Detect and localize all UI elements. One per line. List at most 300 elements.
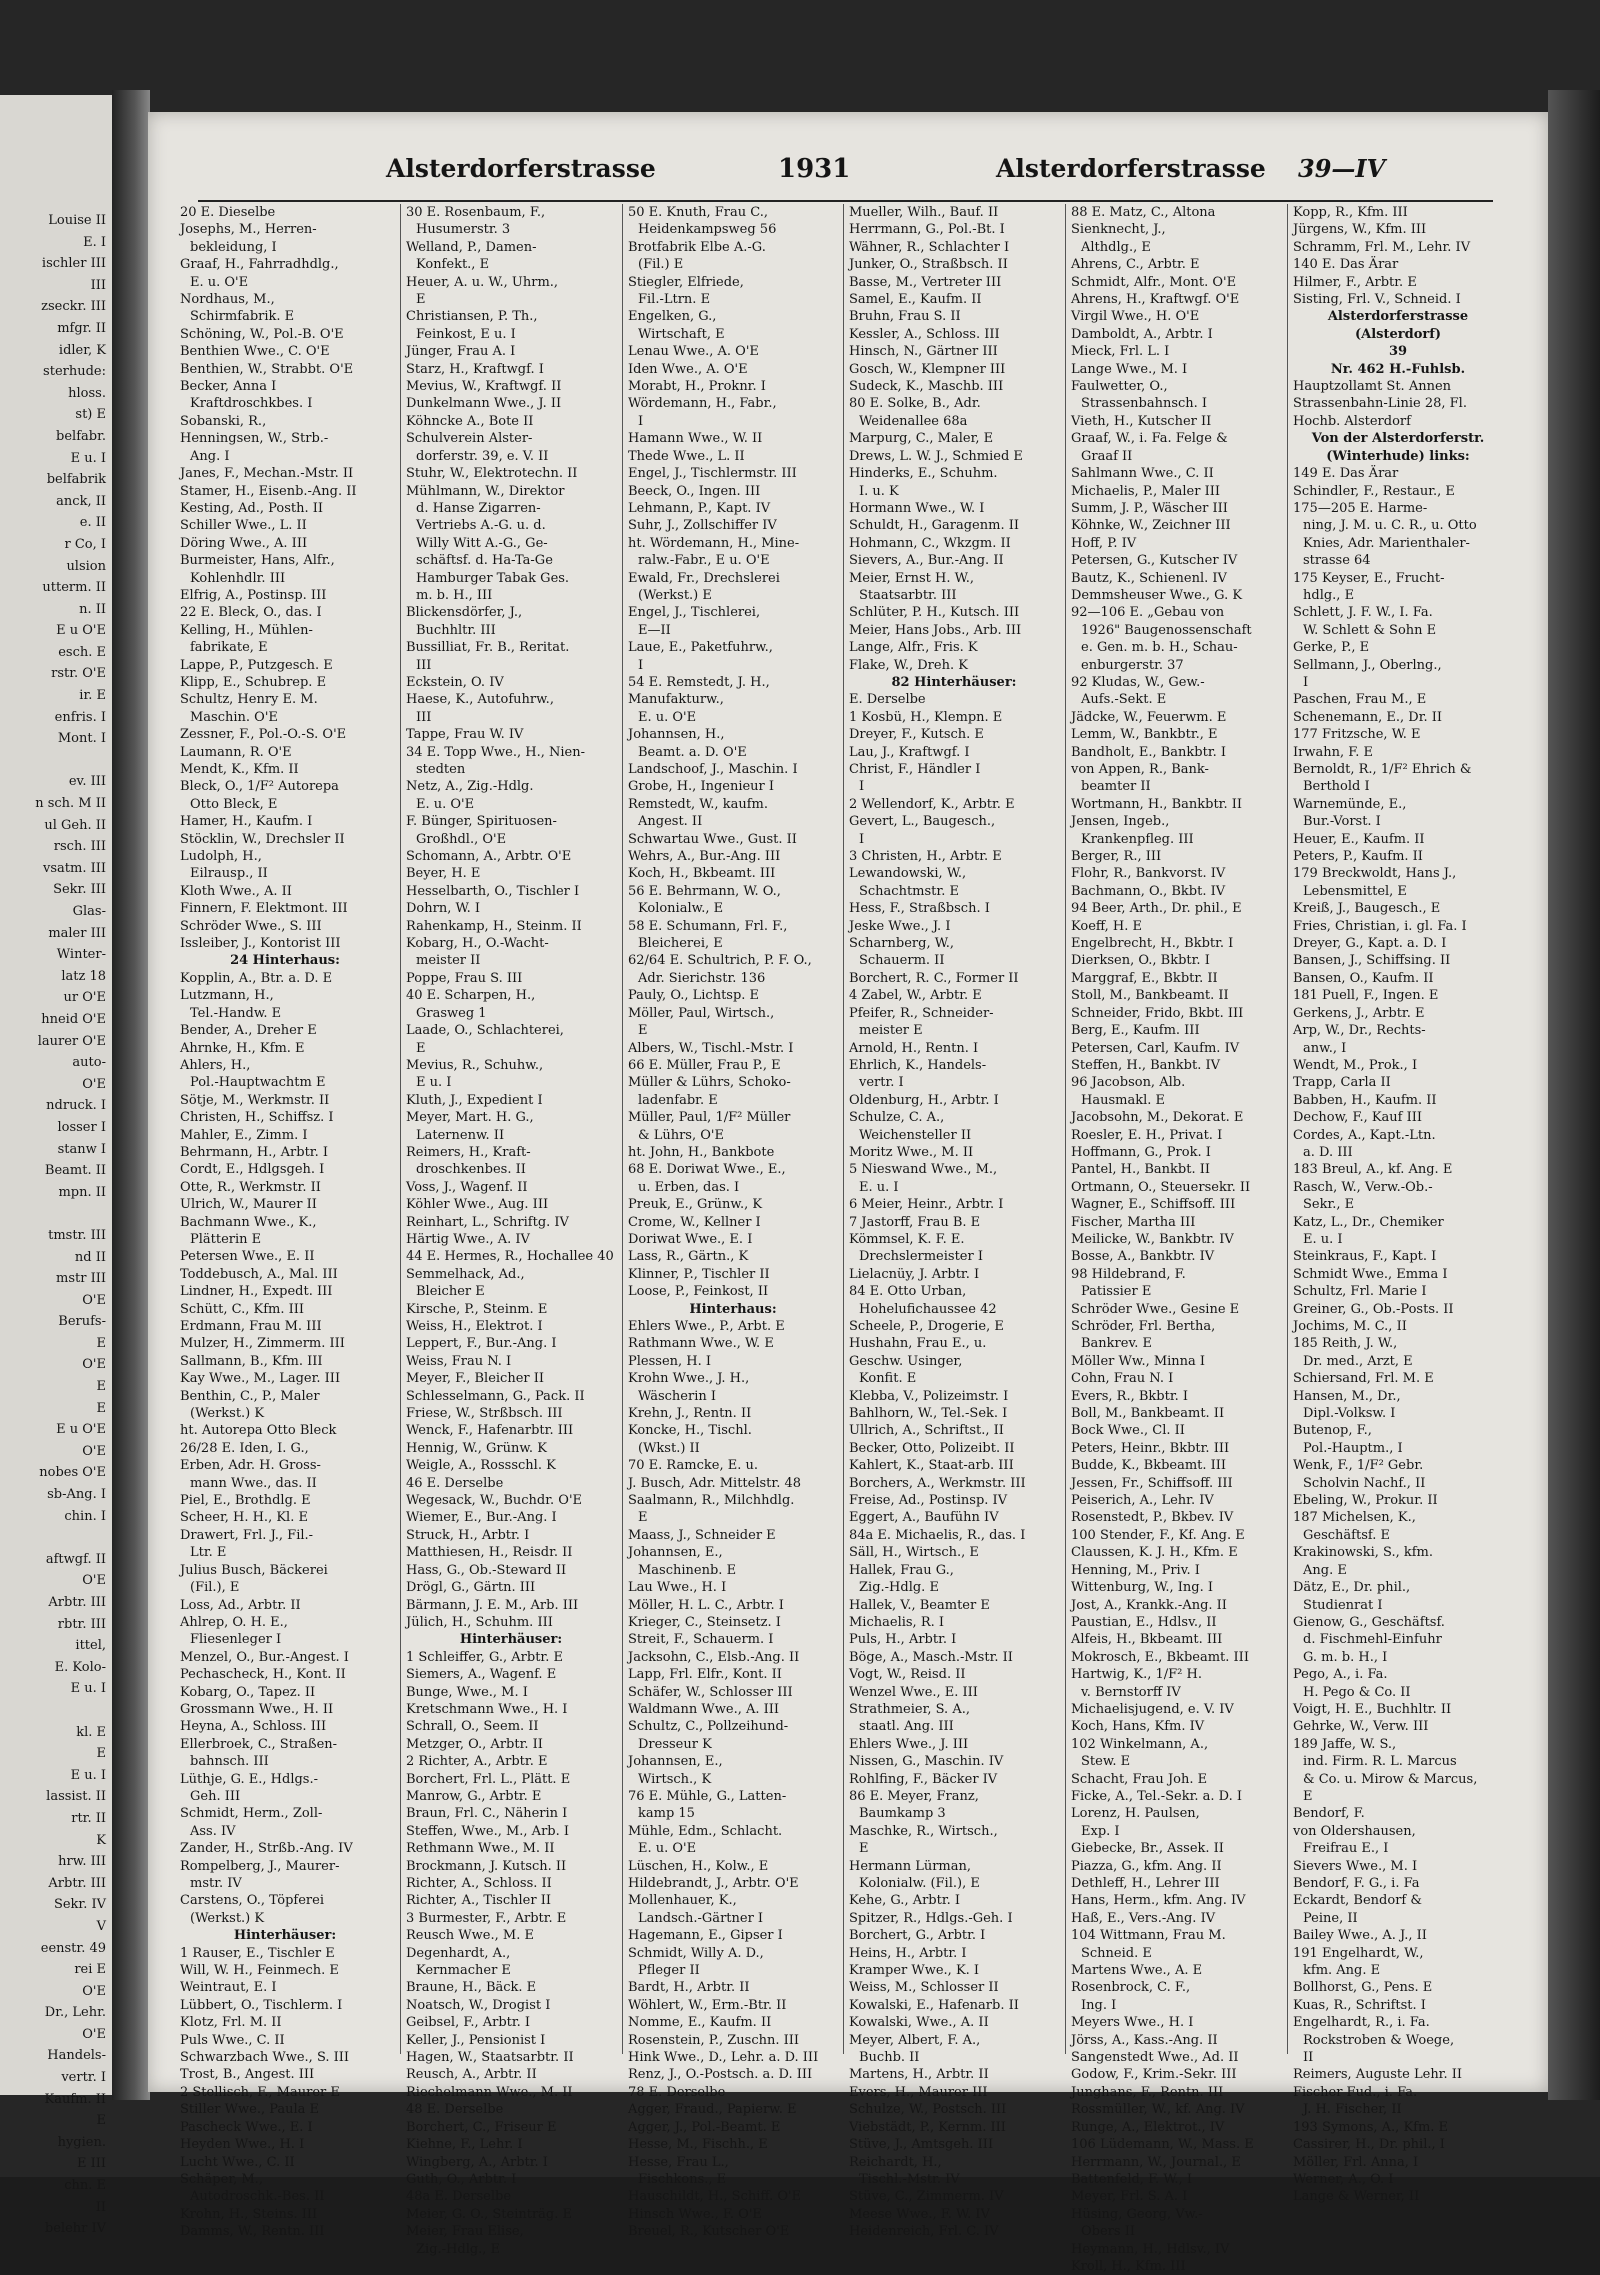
directory-entry: Weigle, A., Rossschl. K [406,1458,556,1474]
directory-entry: Eckstein, O. IV [406,674,504,690]
directory-entry: Schiersand, Frl. M. E [1293,1371,1434,1387]
directory-entry: Bautz, K., Schienenl. IV [1071,570,1227,586]
directory-entry: 104 Wittmann, Frau M. [1071,1928,1226,1944]
directory-entry: Hamburger Tabak Ges. [416,570,570,586]
directory-entry: Marggraf, E., Bkbtr. II [1071,970,1218,986]
directory-entry: Hoff, P. IV [1071,535,1137,551]
directory-entry: 179 Breckwoldt, Hans J., [1293,866,1457,882]
directory-entry: Janes, F., Mechan.-Mstr. II [180,466,354,482]
left-page-fragment: mfgr. II [57,320,106,336]
left-page-fragment: O'E [82,1573,106,1589]
directory-entry: Lebensmittel, E [1303,883,1407,899]
directory-entry: Summ, J. P., Wäscher III [1071,500,1228,516]
directory-entry: Heymann, H., Hdlsv., IV [1071,2241,1230,2257]
directory-entry: 181 Puell, F., Ingen. E [1293,988,1439,1004]
directory-entry: Haese, K., Autofuhrw., [406,692,554,708]
directory-entry: Zessner, F., Pol.-O.-S. O'E [180,727,347,743]
left-page-fragment: E [96,2113,106,2129]
directory-entry: Möller, Frl. Anna, I [1293,2154,1419,2170]
left-page-fragment: esch. E [58,644,106,660]
left-page-fragment: mpn. II [58,1184,106,1200]
directory-entry: Voigt, H. E., Buchhltr. II [1293,1701,1452,1717]
directory-entry: Schütt, C., Kfm. III [180,1301,305,1317]
directory-entry: Benthien Wwe., C. O'E [180,344,330,360]
left-page-fragment: chin. I [64,1508,106,1524]
directory-entry: Herrmann, G., Pol.-Bt. I [849,222,1005,238]
directory-entry: Peine, II [1303,1910,1358,1926]
directory-entry: E. u. O'E [416,796,475,812]
directory-entry: Meyer, Frl. S. A. I [1071,2189,1188,2205]
directory-entry: Otto Bleck, E [190,796,278,812]
directory-entry: Stuhr, W., Elektrotechn. II [406,466,578,482]
directory-entry: Roesler, E. H., Privat. I [1071,1127,1223,1143]
directory-entry: Bendorf, F. [1293,1806,1365,1822]
directory-entry: I [859,831,865,847]
directory-entry: Exp. I [1081,1823,1120,1839]
directory-entry: Meese Wwe., F. W. IV [849,2206,990,2222]
directory-entry: Gienow, G., Geschäftsf. [1293,1614,1445,1630]
directory-entry: Meilicke, W., Bankbtr. IV [1071,1231,1234,1247]
directory-entry: (Werkst.) K [190,1910,265,1926]
left-page-fragment: Berufs- [58,1314,106,1330]
directory-entry: Zander, H., Strßb.-Ang. IV [180,1841,353,1857]
directory-entry: Mollenhauer, K., [628,1893,737,1909]
directory-entry: 88 E. Matz, C., Altona [1071,205,1216,220]
directory-entry: Ulrich, W., Maurer II [180,1197,317,1213]
directory-entry: 177 Fritzsche, W. E [1293,727,1421,743]
directory-entry: Demmsheuser Wwe., G. K [1071,587,1243,603]
directory-entry: Bur.-Vorst. I [1303,814,1381,830]
directory-entry: Beeck, O., Ingen. III [628,483,761,499]
left-page-fragment: Dr., Lehr. [44,2005,106,2021]
directory-entry: Sangenstedt Wwe., Ad. II [1071,2050,1239,2066]
directory-entry: Stoll, M., Bankbeamt. II [1071,988,1229,1004]
directory-entry: Samel, E., Kaufm. II [849,292,982,308]
directory-entry: Stüve, C., Zimmerm. IV [849,2189,1004,2205]
directory-entry: Zig.-Hdlg. E [859,1580,939,1596]
directory-entry: Meier, Frau Elise, [406,2224,524,2240]
directory-entry: Heuer, E., Kaufm. II [1293,831,1425,847]
directory-entry: Klebba, V., Polizeimstr. I [849,1388,1009,1404]
directory-entry: Agger, J., Pol.-Beamt. E [628,2119,781,2135]
directory-entry: Ahrnke, H., Kfm. E [180,1040,305,1056]
directory-entry: W. Schlett & Sohn E [1303,622,1437,638]
directory-entry: Wehrs, A., Bur.-Ang. III [628,849,781,865]
directory-entry: Rockstroben & Woege, [1303,2032,1455,2048]
directory-entry: Hilmer, F., Arbtr. E [1293,274,1417,290]
directory-entry: Heuer, A. u. W., Uhrm., [406,274,559,290]
directory-entry: Sahlmann Wwe., C. II [1071,466,1214,482]
directory-entry: Meyer, Mart. H. G., [406,1110,534,1126]
directory-entry: Hink Wwe., D., Lehr. a. D. III [628,2050,819,2066]
directory-entry: Mueller, Wilh., Bauf. II [849,205,999,220]
directory-entry: 102 Winkelmann, A., [1071,1736,1209,1752]
directory-entry: Weiss, H., Elektrot. I [406,1319,543,1334]
directory-entry: Willy Witt A.-G., Ge- [416,535,548,551]
directory-entry: Scholvin Nachf., II [1303,1475,1426,1491]
directory-entry: E [416,292,426,308]
directory-entry: (Werkst.) E [638,587,712,603]
directory-entry: Piazza, G., kfm. Ang. II [1071,1858,1222,1874]
directory-entry: Heyna, A., Schloss. III [180,1719,327,1735]
directory-entry: 2 Stellisch, F., Maurer E [180,2084,340,2100]
directory-entry: Tappe, Frau W. IV [406,727,524,743]
directory-entry: Bollhorst, G., Pens. E [1293,1980,1433,1996]
directory-entry: Scheer, H. H., Kl. E [180,1510,308,1526]
directory-entry: Paustian, E., Hdlsv., II [1071,1614,1217,1630]
directory-entry: Schenemann, E., Dr. II [1293,709,1443,725]
directory-entry: Bleicher E [416,1284,485,1300]
directory-entry: Peters, P., Kaufm. II [1293,849,1423,865]
directory-entry: 86 E. Meyer, Franz, [849,1788,979,1804]
directory-entry: Mahler, E., Zimm. I [180,1127,308,1143]
directory-entry: Drawert, Frl. J., Fil.- [180,1527,314,1543]
directory-entry: Adr. Sierichstr. 136 [638,970,766,986]
directory-entry: Tischl.-Mstr. IV [859,2171,960,2187]
left-page-fragment: Glas- [72,904,106,919]
directory-entry: Schultz, C., Pollzeihund- [628,1719,789,1735]
directory-entry: Reinhart, L., Schriftg. IV [406,1214,569,1230]
section-heading: (Alsterdorf) [1355,326,1441,342]
directory-entry: Poppe, Frau S. III [406,970,523,986]
left-page-fragment: rbtr. III [57,1616,106,1632]
column-3 [628,204,838,2240]
directory-entry: Guth, O., Arbtr. I [406,2171,517,2187]
directory-entry: Borchert, Frl. L., Plätt. E [406,1771,571,1787]
left-page-fragment: maler III [48,925,106,941]
directory-entry: Rahenkamp, H., Steinm. II [406,918,582,934]
directory-entry: Degenhardt, A., [406,1945,511,1961]
directory-entry: Crome, W., Kellner I [628,1214,761,1230]
directory-entry: Pego, A., i. Fa. [1293,1667,1388,1683]
directory-entry: Köhler Wwe., Aug. III [406,1197,549,1213]
directory-entry: Steffen, H., Bankbt. IV [1071,1057,1221,1073]
directory-entry: Mevius, W., Kraftwgf. II [406,379,562,395]
directory-entry: 46 E. Derselbe [406,1475,504,1491]
left-page-fragment: auto- [72,1055,106,1071]
directory-entry: Köhncke A., Bote II [406,413,534,429]
directory-entry: Schlett, J. F. W., I. Fa. [1293,605,1433,621]
directory-entry: Landschoof, J., Maschin. I [628,762,798,777]
directory-entry: Baumkamp 3 [859,1806,946,1822]
left-page-fragment: chn. E [64,2178,106,2194]
directory-entry: Kay Wwe., M., Lager. III [180,1371,341,1387]
directory-entry: 92 Kludas, W., Gew.- [1071,674,1205,690]
directory-entry: Arnold, H., Rentn. I [849,1040,979,1056]
directory-entry: fabrikate, E [190,640,268,656]
directory-entry: I [1303,674,1309,690]
directory-entry: Bleicherei, E [638,936,723,952]
directory-entry: Buchb. II [859,2050,920,2066]
directory-entry: Godow, F., Krim.-Sekr. III [1071,2067,1237,2083]
directory-entry: Koch, Hans, Kfm. IV [1071,1719,1205,1735]
directory-entry: Streit, F., Schauerm. I [628,1632,774,1648]
directory-entry: Ludolph, H., [180,849,262,865]
left-page-fragment: hneid O'E [41,1011,106,1027]
directory-entry: E. Derselbe [849,692,926,708]
directory-entry: Leppert, F., Bur.-Ang. I [406,1336,557,1352]
directory-entry: Vogt, W., Reisd. II [849,1667,966,1683]
directory-entry: Bunge, Wwe., M. I [406,1684,528,1700]
directory-entry: 1 Rauser, E., Tischler E [180,1945,335,1961]
directory-entry: Drechslermeister I [859,1249,983,1265]
directory-entry: Braune, H., Bäck. E [406,1980,537,1996]
directory-entry: Wagner, E., Schiffsoff. III [1071,1197,1236,1213]
directory-entry: Berthold I [1303,779,1370,795]
directory-entry: Paschen, Frau M., E [1293,692,1427,708]
directory-entry: Matthiesen, H., Reisdr. II [406,1545,573,1561]
directory-entry: Will, W. H., Feinmech. E [180,1963,339,1979]
directory-entry: Peters, Heinr., Bkbtr. III [1071,1440,1230,1456]
directory-entry: Ing. I [1081,1997,1117,2013]
directory-entry: Kohlenhdlr. III [190,570,286,586]
left-page-fragment: latz 18 [61,968,106,984]
directory-entry: Kobarg, H., O.-Wacht- [406,936,549,952]
directory-entry: Wendt, M., Prok., I [1293,1057,1418,1073]
directory-entry: Metzger, O., Arbtr. II [406,1736,543,1752]
directory-entry: Josephs, M., Herren- [180,222,317,238]
directory-entry: Finnern, F. Elektmont. III [180,901,348,917]
directory-entry: Kolonialw., E [638,901,724,917]
directory-entry: I [638,413,644,429]
directory-entry: Lübbert, O., Tischlerm. I [180,1997,343,2013]
directory-entry: Maass, J., Schneider E [628,1527,776,1543]
directory-entry: Wittenburg, W., Ing. I [1071,1580,1214,1596]
directory-entry: Battenfeld, F. W., I [1071,2171,1192,2187]
directory-entry: Lau Wwe., H. I [628,1580,727,1596]
directory-entry: Weiss, M., Schlosser II [849,1980,999,1996]
directory-entry: Schäper, M., [180,2171,263,2187]
left-page-fragment: III [90,277,106,293]
directory-entry: mann Wwe., das. II [190,1475,317,1491]
directory-entry: Lapp, Frl. Elfr., Kont. II [628,1667,782,1683]
directory-entry: Säll, H., Wirtsch., E [849,1545,979,1561]
directory-entry: Borchert, C., Friseur E [406,2119,557,2135]
directory-entry: Rohlfing, F., Bäcker IV [849,1771,998,1787]
directory-entry: Graaf II [1081,448,1133,464]
directory-entry: ht. Autorepa Otto Bleck [180,1423,337,1439]
left-page-fragment [1,750,106,772]
directory-entry: Bernoldt, R., 1/F² Ehrich & [1293,762,1472,777]
directory-entry: Pechascheck, H., Kont. II [180,1667,346,1683]
directory-entry: Plessen, H. I [628,1353,712,1369]
directory-entry: Ehlers Wwe., P., Arbt. E [628,1319,785,1334]
left-page-fragment: Sekr. IV [53,1897,106,1913]
directory-entry: Vertriebs A.-G. u. d. [416,518,546,534]
directory-entry: Puls Wwe., C. II [180,2032,285,2048]
directory-entry: beamter II [1081,779,1151,795]
left-page-fragment: st) E [75,407,106,423]
directory-entry: mstr. IV [190,1876,242,1891]
directory-entry: Hesselbarth, O., Tischler I [406,883,580,899]
left-page-fragment: Handels- [47,2048,106,2064]
directory-entry: Cordt, E., Hdlgsgeh. I [180,1162,325,1178]
directory-entry: Becker, Otto, Polizeibt. II [849,1440,1015,1456]
directory-entry: 149 E. Das Ärar [1293,466,1399,482]
book-gutter [112,90,150,2100]
directory-entry: Semmelhack, Ad., [406,1266,525,1282]
directory-entry: Wiemer, E., Bur.-Ang. I [406,1510,557,1526]
left-page-fragment: E u O'E [56,623,106,639]
directory-entry: kamp 15 [638,1806,695,1822]
header-street-right: Alsterdorferstrasse [996,154,1266,183]
directory-entry: Remstedt, W., kaufm. [628,796,768,812]
directory-entry: Brockmann, J. Kutsch. II [406,1858,567,1874]
directory-entry: Ang. I [190,448,230,464]
left-page-fragment: O'E [82,2026,106,2042]
directory-entry: Kessler, A., Schloss. III [849,326,1000,342]
directory-entry: Lau, J., Kraftwgf. I [849,744,970,760]
left-page-fragment: hloss. [68,385,106,401]
left-page-fragment: E [96,1335,106,1351]
directory-entry: Kowalski, E., Hafenarb. II [849,1997,1019,2013]
directory-entry: Dresseur K [638,1736,712,1752]
directory-entry: Schröder, Frl. Bertha, [1071,1319,1216,1334]
directory-entry: Borchert, G., Arbtr. I [849,1928,986,1944]
directory-entry: Suhr, J., Zollschiffer IV [628,518,777,534]
directory-entry: u. Erben, das. I [638,1179,740,1195]
column-6 [1293,204,1503,2205]
directory-entry: 34 E. Topp Wwe., H., Nien- [406,744,585,760]
directory-entry: Hesse, Frau L., [628,2154,729,2170]
directory-entry: Dr. med., Arzt, E [1303,1353,1413,1369]
directory-entry: Moritz Wwe., M. II [849,1144,974,1160]
directory-entry: 78 E. Derselbe [628,2084,726,2100]
directory-entry: Sekr., E [1303,1197,1355,1213]
directory-entry: ht. John, H., Bankbote [628,1144,775,1160]
directory-entry: Krehn, J., Rentn. II [628,1406,752,1422]
directory-entry: Hausmakl. E [1081,1092,1165,1108]
directory-entry: Wenck, F., Hafenarbtr. III [406,1423,574,1439]
directory-entry: Meier, G. O., Steinträg. E [406,2206,573,2222]
section-heading: 39 [1388,344,1408,360]
directory-entry: Schulverein Alster- [406,431,533,447]
left-page-fragment: idler, K [58,342,106,358]
left-page-fragment: losser I [57,1119,106,1135]
directory-entry: Nomme, E., Kaufm. II [628,2015,772,2031]
directory-entry: Hüsing, Georg, Vw.- [1071,2206,1203,2222]
directory-entry: Kolonialw. (Fil.), E [859,1876,980,1891]
directory-entry: Schöning, W., Pol.-B. O'E [180,326,344,342]
left-page-fragment: rtr. II [71,1810,106,1826]
directory-entry: Hamer, H., Kaufm. I [180,814,313,830]
directory-entry: Dierksen, O., Bkbtr. I [1071,953,1210,969]
directory-entry: Laue, E., Paketfuhrw., [628,640,773,656]
section-heading: Hinterhaus: [689,1301,777,1317]
directory-entry: Klinner, P., Tischler II [628,1266,770,1282]
directory-entry: Heidenkampsweg 56 [638,222,777,238]
directory-entry: Obers II [1081,2224,1135,2240]
directory-entry: 66 E. Müller, Frau P., E [628,1057,781,1073]
directory-entry: d. Fischmehl-Einfuhr [1303,1632,1442,1648]
directory-entry: Engel, J., Tischlerei, [628,605,761,621]
directory-entry: 26/28 E. Iden, I. G., [180,1440,309,1456]
directory-entry: Weiss, Frau N. I [406,1353,512,1369]
directory-entry: Engelken, G., [628,309,717,325]
directory-entry: Kirsche, P., Steinm. E [406,1301,548,1317]
directory-entry: Jörss, A., Kass.-Ang. II [1071,2032,1218,2048]
directory-entry: I. u. K [859,483,899,499]
directory-entry: Rompelberg, J., Maurer- [180,1858,340,1874]
page-edge-shadow [1548,90,1600,2100]
directory-entry: Greiner, G., Ob.-Posts. II [1293,1301,1454,1317]
directory-entry: Meyers Wwe., H. I [1071,2015,1194,2031]
directory-entry: Buchhltr. III [416,622,496,638]
directory-entry: Althdlg., E [1081,239,1151,255]
directory-entry: Hallek, V., Beamter E [849,1597,990,1613]
directory-entry: Ahrens, C., Arbtr. E [1071,257,1200,273]
directory-entry: Ass. IV [190,1823,236,1839]
directory-entry: Bardt, H., Arbtr. II [628,1980,750,1996]
directory-entry: Schulze, W., Postsch. III [849,2102,1007,2118]
directory-entry: meister E [859,1023,923,1039]
directory-entry: ladenfabr. E [638,1092,718,1108]
left-page-fragment: lassist. II [46,1789,106,1805]
section-heading: Von der Alsterdorferstr. [1311,431,1485,447]
directory-entry: Böge, A., Masch.-Mstr. II [849,1649,1013,1665]
directory-entry: & Co. u. Mirow & Marcus, [1303,1771,1478,1787]
directory-entry: ning, J. M. u. C. R., u. Otto [1303,518,1477,534]
directory-entry: 3 Burmester, F., Arbtr. E [406,1910,567,1926]
directory-entry: 4 Zabel, W., Arbtr. E [849,988,982,1004]
directory-entry: Boll, M., Bankbeamt. II [1071,1406,1225,1422]
directory-entry: Kehe, G., Arbtr. I [849,1893,961,1909]
directory-entry: Erben, Adr. H. Gross- [180,1458,321,1474]
directory-entry: Eilrausp., II [190,866,268,882]
left-page-fragment: vertr. I [61,2070,106,2086]
directory-entry: 68 E. Doriwat Wwe., E., [628,1162,786,1178]
section-heading: Hinterhäuser: [233,1928,337,1944]
directory-entry: Dipl.-Volksw. I [1303,1406,1396,1422]
directory-entry: 40 E. Scharpen, H., [406,988,536,1004]
directory-entry: Fil.-Ltrn. E [638,292,711,308]
left-page-fragment: O'E [82,1076,106,1092]
directory-entry: Alfeis, H., Bkbeamt. III [1071,1632,1223,1648]
left-page-fragment: E [96,1746,106,1762]
directory-entry: Stöcklin, W., Drechsler II [180,831,345,847]
directory-entry: Schachtmstr. E [859,883,959,899]
directory-entry: Engel, J., Tischlermstr. III [628,466,797,482]
directory-entry: Bosse, A., Bankbtr. IV [1071,1249,1215,1265]
left-page-fragment: Arbtr. III [48,1875,106,1891]
directory-entry: Reimers, H., Kraft- [406,1144,531,1160]
directory-entry: Feinkost, E u. I [416,326,516,342]
directory-entry: Lass, R., Gärtn., K [628,1249,749,1265]
directory-entry: Lorenz, H. Paulsen, [1071,1806,1200,1822]
directory-entry: Breuel, R., Kutscher O'E [628,2224,790,2240]
directory-entry: stedten [416,762,466,777]
directory-entry: Wortmann, H., Bankbtr. II [1071,796,1242,812]
directory-entry: Schramm, Frl. M., Lehr. IV [1293,239,1471,255]
directory-entry: Lutzmann, H., [180,988,274,1004]
directory-entry: 2 Wellendorf, K., Arbtr. E [849,796,1015,812]
directory-entry: Schultz, Henry E. M. [180,692,318,708]
directory-entry: Bruhn, Frau S. II [849,309,961,325]
directory-entry: Beyer, H. E [406,866,481,882]
left-page-fragment: rei E [74,1962,106,1978]
directory-entry: Petersen, Carl, Kaufm. IV [1071,1040,1240,1056]
directory-entry: Beamt. a. D. O'E [638,744,747,760]
directory-entry: Gosch, W., Klempner III [849,361,1006,377]
directory-entry: Werner, A., O. I [1293,2171,1394,2187]
directory-entry: Wirtschaft, E [638,326,725,342]
left-page-fragment: anck, II [56,493,106,509]
directory-entry: Graaf, W., i. Fa. Felge & [1071,431,1228,447]
directory-entry: Henning, M., Priv. I [1071,1562,1200,1578]
directory-entry: Jürgens, W., Kfm. III [1293,222,1427,238]
directory-entry: Ahlrep, O. H. E., [180,1614,288,1630]
left-page-fragment: Sekr. III [53,882,106,898]
